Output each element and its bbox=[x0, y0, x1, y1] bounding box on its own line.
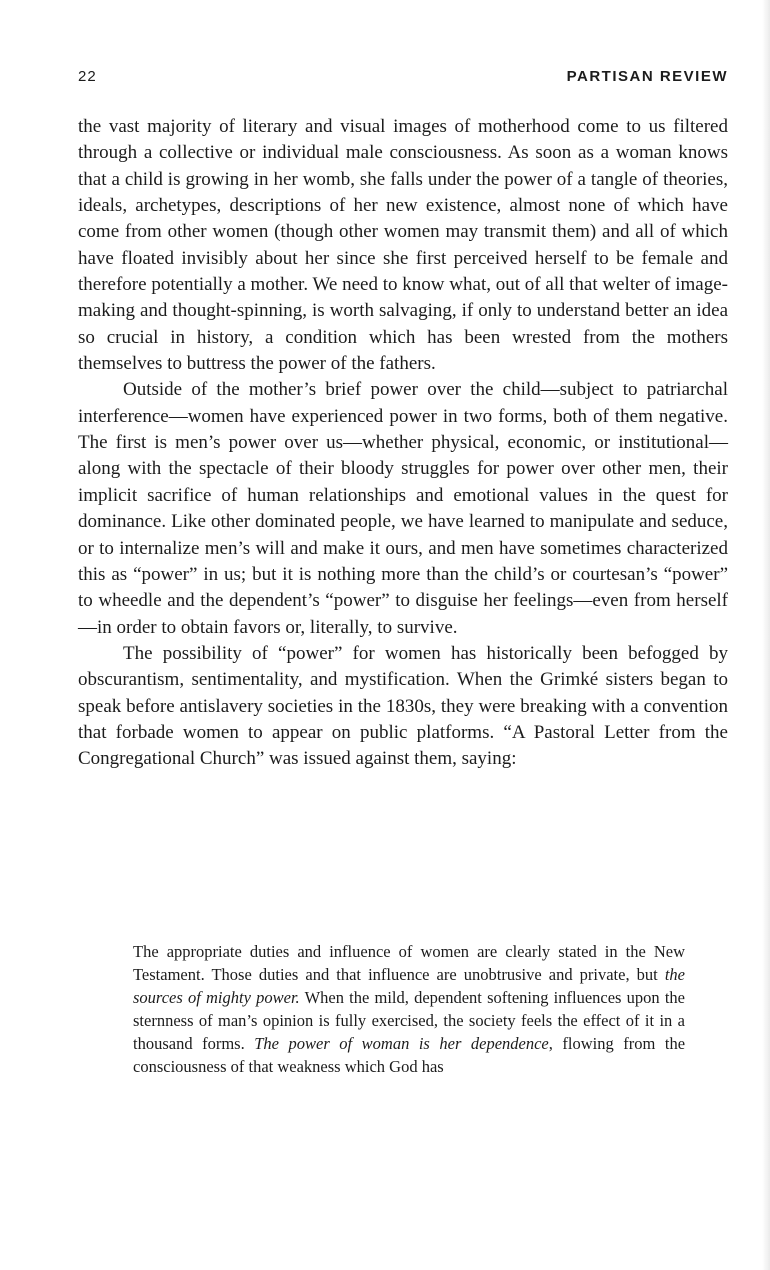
journal-title: PARTISAN REVIEW bbox=[566, 68, 728, 85]
page-number: 22 bbox=[78, 68, 97, 85]
quote-text: , flowing from the consciousness of that weakness which God has bbox=[133, 1034, 686, 1076]
quote-text: When the mild, dependent softening influences upon the sternness of man’s opinion is fully exercised, the society feels the effect of it in a thousand forms. bbox=[133, 988, 686, 1053]
page-edge-shadow bbox=[762, 0, 770, 1270]
quote-emphasis: The power of woman is her dependence bbox=[254, 1034, 549, 1053]
body-text bbox=[78, 114, 728, 773]
running-head bbox=[78, 68, 728, 92]
paragraph-grimke-sisters: The possibility of “power” for women has historically been befogged by obscurantism, sentimentality, and mystification. When the Grimké sisters began to speak before antislavery societies in the 1830s, they were breaking with a convention that forbade women to appear on public platforms. “A Pastoral Letter from the Congregational Church” was issued against them, saying: bbox=[78, 642, 728, 770]
block-quote bbox=[133, 940, 685, 1078]
quote-emphasis: the sources of mighty power. bbox=[133, 965, 685, 1007]
paragraph-continuation: the vast majority of literary and visual images of motherhood come to us filtered through a collective or individual male consciousness. As soon as a woman knows that a child is growing in her womb, she falls under the power of a tangle of theories, ideals, archetypes, descriptions of her new existence, almost none of which have come from other women (though other women may transmit them) and all of which have floated invisibly about her since she first perceived herself to be female and therefore potentially a mother. We need to know what, out of all that welter of image-making and thought-spinning, is worth salvaging, if only to understand better an idea so crucial in history, a condition which has been wrested from the mothers themselves to buttress the power of the fathers. bbox=[78, 116, 728, 375]
paragraph-power-forms: Outside of the mother’s brief power over the child—subject to patriarchal interference—women have experienced power in two forms, both of them negative. The first is men’s power over us—whether physical, economic, or institutional—along with the spectacle of their bloody struggles for power over other men, their implicit sacrifice of human relationships and emotional values in the quest for dominance. Like other dominated people, we have learned to manipulate and seduce, or to internalize men’s will and make it ours, and men have sometimes characterized this as “power” in us; but it is nothing more than the child’s or courtesan’s “power” to wheedle and the dependent’s “power” to disguise her feelings—even from herself—in order to obtain favors or, literally, to survive. bbox=[78, 379, 728, 638]
quote-text: The appropriate duties and influence of women are clearly stated in the New Testament. Those duties and that influence are unobtrusive and private, but bbox=[133, 942, 685, 984]
